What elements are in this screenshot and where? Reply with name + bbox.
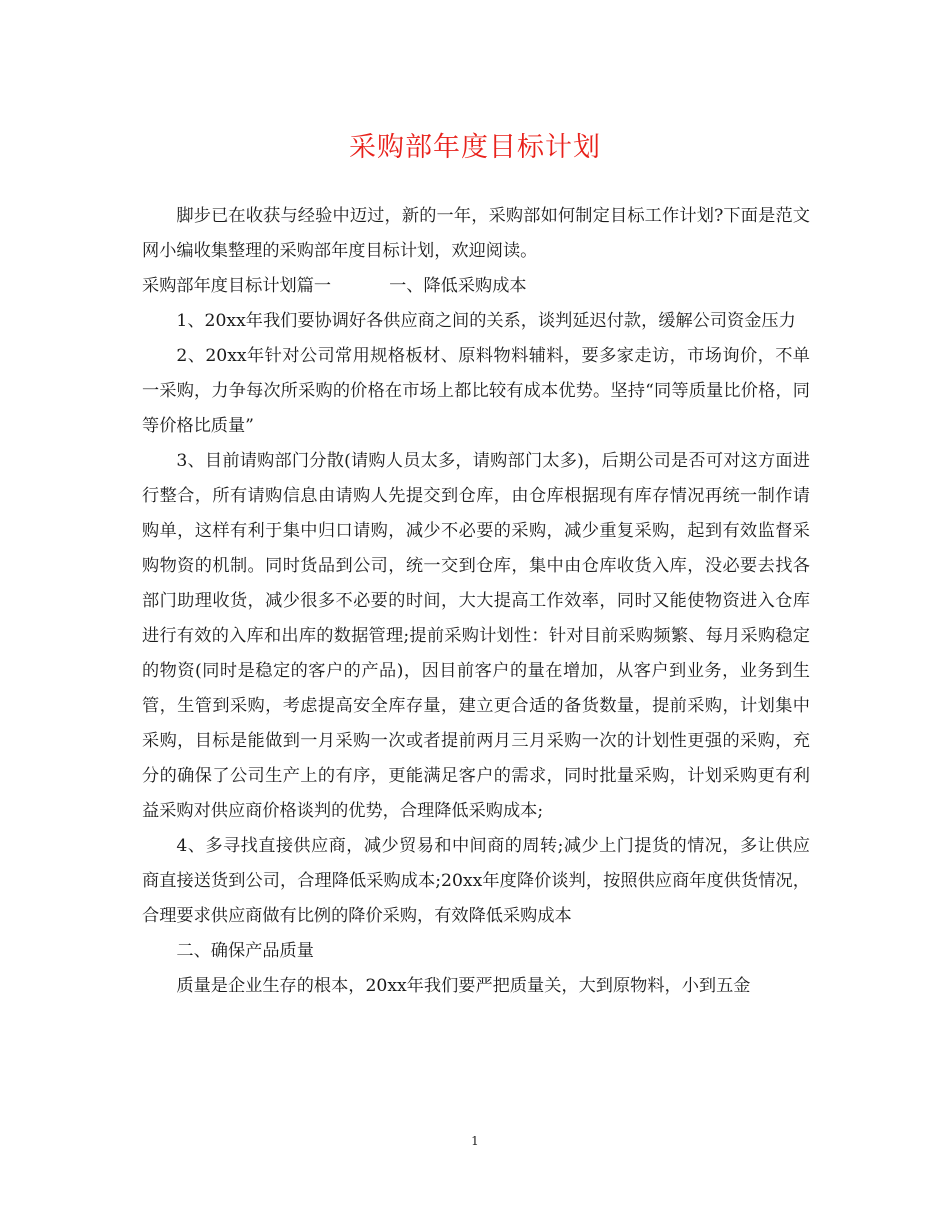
- document-title: 采购部年度目标计划: [349, 132, 601, 163]
- page-number: 1: [471, 1134, 479, 1148]
- item-2-paragraph: 2、20xx年针对公司常用规格板材、原料物料辅料，要多家走访，市场询价，不单一采购，力争每次所采购的价格在市场上都比较有成本优势。坚持“同等质量比价格，同等价格比质量”: [142, 346, 810, 436]
- section-2-heading: 二、确保产品质量: [176, 941, 314, 961]
- chapter-line: [142, 269, 810, 304]
- section-1-heading: 一、降低采购成本: [389, 276, 527, 296]
- document-body: [142, 199, 810, 1004]
- intro-paragraph: 脚步已在收获与经验中迈过，新的一年，采购部如何制定目标工作计划?下面是范文网小编收集整理的采购部年度目标计划，欢迎阅读。: [142, 206, 810, 261]
- section-2-paragraph: 质量是企业生存的根本，20xx年我们要严把质量关，大到原物料，小到五金: [176, 976, 751, 996]
- item-3-paragraph: 3、目前请购部门分散(请购人员太多，请购部门太多)，后期公司是否可对这方面进行整合，所有请购信息由请购人先提交到仓库，由仓库根据现有库存情况再统一制作请购单，这样有利于集中归口请购，减少不必要的采购，减少重复采购，起到有效监督采购物资的机制。同时货品到公司，统一交到仓库，集中由仓库收货入库，没必要去找各部门助理收货，减少很多不必要的时间，大大提高工作效率，同时又能使物资进入仓库进行有效的入库和出库的数据管理;提前采购计划性：针对目前采购频繁、每月采购稳定的物资(同时是稳定的客户的产品)，因目前客户的量在增加，从客户到业务，业务到生管，生管到采购，考虑提高安全库存量，建立更合适的备货数量，提前采购，计划集中采购，目标是能做到一月采购一次或者提前两月三月采购一次的计划性更强的采购，充分的确保了公司生产上的有序，更能满足客户的需求，同时批量采购，计划采购更有利益采购对供应商价格谈判的优势，合理降低采购成本;: [142, 451, 810, 821]
- item-4-paragraph: 4、多寻找直接供应商，减少贸易和中间商的周转;减少上门提货的情况，多让供应商直接送货到公司，合理降低采购成本;20xx年度降价谈判，按照供应商年度供货情况，合理要求供应商做有比例的降价采购，有效降低采购成本: [142, 836, 810, 926]
- chapter-label: 采购部年度目标计划篇一: [142, 276, 332, 296]
- item-1-paragraph: 1、20xx年我们要协调好各供应商之间的关系，谈判延迟付款，缓解公司资金压力: [176, 311, 796, 331]
